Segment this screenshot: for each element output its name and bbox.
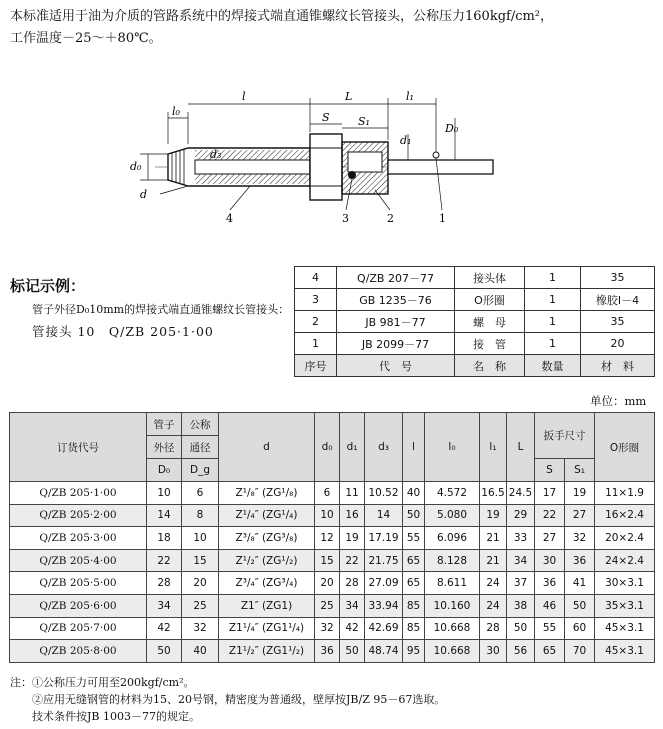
col-l0: l₀ xyxy=(425,413,480,482)
notes xyxy=(10,674,445,725)
marking-title: 标记示例： xyxy=(10,277,86,295)
table-cell: 10 xyxy=(315,504,340,527)
table-cell: Z¹/₂″ (ZG¹/₂) xyxy=(219,549,315,572)
table-cell: Z1″ (ZG1) xyxy=(219,594,315,617)
parts-cell: 接头体 xyxy=(455,267,525,289)
note-1: 注：①公称压力可用至200kgf/cm²。 xyxy=(10,676,195,689)
table-cell: 45×3.1 xyxy=(595,640,655,663)
table-cell: 32 xyxy=(182,617,219,640)
table-cell: 55 xyxy=(535,617,565,640)
table-cell: 38 xyxy=(507,594,535,617)
table-cell: 8 xyxy=(182,504,219,527)
table-cell: 24 xyxy=(480,572,507,595)
col-Dg-b: 通径 xyxy=(182,436,219,459)
table-cell: 85 xyxy=(403,617,425,640)
table-cell: 20×2.4 xyxy=(595,527,655,550)
table-cell: 5.080 xyxy=(425,504,480,527)
col-D0-c: D₀ xyxy=(147,459,182,482)
table-cell: 30×3.1 xyxy=(595,572,655,595)
note-3: 技术条件按JB 1003－77的规定。 xyxy=(32,710,200,723)
parts-cell: 1 xyxy=(525,289,581,311)
col-l1: l₁ xyxy=(480,413,507,482)
parts-cell: 1 xyxy=(295,333,337,355)
parts-row xyxy=(295,311,655,333)
parts-cell: JB 2099－77 xyxy=(337,333,455,355)
callout-2: 2 xyxy=(387,212,394,225)
marking-example: 管接头 10 Q/ZB 205·1·00 xyxy=(32,324,214,339)
parts-cell: 3 xyxy=(295,289,337,311)
parts-row xyxy=(295,333,655,355)
table-cell: 12 xyxy=(315,527,340,550)
table-cell: 50 xyxy=(403,504,425,527)
table-cell: 10.160 xyxy=(425,594,480,617)
table-cell: 28 xyxy=(340,572,365,595)
table-cell: 48.74 xyxy=(365,640,403,663)
parts-header-row xyxy=(295,355,655,377)
table-cell: 29 xyxy=(507,504,535,527)
table-cell: 25 xyxy=(182,594,219,617)
table-cell: 19 xyxy=(340,527,365,550)
intro-text xyxy=(10,6,655,50)
table-row xyxy=(10,549,655,572)
table-cell: 10.668 xyxy=(425,617,480,640)
parts-cell: 橡胶I－4 xyxy=(581,289,655,311)
parts-cell: 2 xyxy=(295,311,337,333)
table-cell: 18 xyxy=(147,527,182,550)
table-cell: Z¹/₄″ (ZG¹/₄) xyxy=(219,504,315,527)
marking-desc: 管子外径D₀10mm的焊接式端直通锥螺纹长管接头： xyxy=(32,303,290,316)
table-cell: 35×3.1 xyxy=(595,594,655,617)
table-cell: 33.94 xyxy=(365,594,403,617)
table-cell: 32 xyxy=(565,527,595,550)
table-cell: 21 xyxy=(480,549,507,572)
oring-part-3 xyxy=(348,171,356,179)
table-row xyxy=(10,504,655,527)
table-cell: 15 xyxy=(182,549,219,572)
dim-d0: d₀ xyxy=(130,160,142,173)
table-cell: 20 xyxy=(315,572,340,595)
table-cell: 10.668 xyxy=(425,640,480,663)
parts-row xyxy=(295,267,655,289)
table-cell: 19 xyxy=(480,504,507,527)
parts-row xyxy=(295,289,655,311)
table-cell: 55 xyxy=(403,527,425,550)
table-cell: Z¹/₈″ (ZG¹/₈) xyxy=(219,482,315,505)
table-cell: 16 xyxy=(340,504,365,527)
table-cell: 56 xyxy=(507,640,535,663)
table-cell: 40 xyxy=(403,482,425,505)
table-row xyxy=(10,594,655,617)
table-cell: 24.5 xyxy=(507,482,535,505)
col-d3: d₃ xyxy=(365,413,403,482)
table-cell: 8.128 xyxy=(425,549,480,572)
callout-1: 1 xyxy=(439,212,446,225)
parts-cell: GB 1235－76 xyxy=(337,289,455,311)
dim-S: S xyxy=(322,111,330,124)
unit-label: 单位：mm xyxy=(590,394,647,408)
table-cell: 34 xyxy=(147,594,182,617)
intro-line-2: 工作温度－25～＋80℃。 xyxy=(10,31,162,46)
table-cell: 6 xyxy=(315,482,340,505)
dim-l: l xyxy=(242,90,246,103)
table-cell: 50 xyxy=(340,640,365,663)
table-cell: 70 xyxy=(565,640,595,663)
col-oring: O形圈 xyxy=(595,413,655,482)
col-code: 订货代号 xyxy=(10,413,147,482)
hex-s xyxy=(310,134,342,200)
table-cell: 30 xyxy=(480,640,507,663)
table-cell: Q/ZB 205·7·00 xyxy=(10,617,147,640)
table-cell: 85 xyxy=(403,594,425,617)
table-cell: 24×2.4 xyxy=(595,549,655,572)
table-cell: 36 xyxy=(315,640,340,663)
table-cell: 11 xyxy=(340,482,365,505)
col-l: l xyxy=(403,413,425,482)
table-cell: 6 xyxy=(182,482,219,505)
table-cell: 41 xyxy=(565,572,595,595)
callout-4: 4 xyxy=(226,212,233,225)
table-cell: 17.19 xyxy=(365,527,403,550)
table-cell: 50 xyxy=(507,617,535,640)
table-row xyxy=(10,617,655,640)
table-cell: Q/ZB 205·4·00 xyxy=(10,549,147,572)
table-cell: 27 xyxy=(565,504,595,527)
table-cell: 19 xyxy=(565,482,595,505)
table-cell: 22 xyxy=(535,504,565,527)
table-row xyxy=(10,482,655,505)
table-cell: 45×3.1 xyxy=(595,617,655,640)
parts-cell: 螺 母 xyxy=(455,311,525,333)
table-cell: Z³/₈″ (ZG³/₈) xyxy=(219,527,315,550)
table-cell: 10.52 xyxy=(365,482,403,505)
dimension-table xyxy=(9,412,655,663)
tube-part-1 xyxy=(388,160,493,174)
table-cell: 42 xyxy=(147,617,182,640)
parts-cell: 20 xyxy=(581,333,655,355)
table-cell: 30 xyxy=(535,549,565,572)
dim-d3: d₃ xyxy=(210,148,222,161)
table-cell: Z³/₄″ (ZG³/₄) xyxy=(219,572,315,595)
table-cell: 95 xyxy=(403,640,425,663)
table-cell: 27 xyxy=(535,527,565,550)
col-Dg-a: 公称 xyxy=(182,413,219,436)
dim-l0: l₀ xyxy=(172,105,180,118)
col-D0-b: 外径 xyxy=(147,436,182,459)
table-cell: 60 xyxy=(565,617,595,640)
dim-S1: S₁ xyxy=(358,115,370,128)
table-cell: Q/ZB 205·5·00 xyxy=(10,572,147,595)
parts-header-cell: 数量 xyxy=(525,355,581,377)
parts-header-cell: 名 称 xyxy=(455,355,525,377)
col-S1: S₁ xyxy=(565,459,595,482)
dim-L: L xyxy=(345,90,353,103)
table-cell: 37 xyxy=(507,572,535,595)
table-cell: 22 xyxy=(147,549,182,572)
table-cell: 21.75 xyxy=(365,549,403,572)
table-cell: 46 xyxy=(535,594,565,617)
table-row xyxy=(10,640,655,663)
table-cell: 50 xyxy=(565,594,595,617)
dim-l1: l₁ xyxy=(406,90,414,103)
table-cell: 10 xyxy=(147,482,182,505)
table-cell: 42 xyxy=(340,617,365,640)
callout-3: 3 xyxy=(342,212,349,225)
parts-header-cell: 材 料 xyxy=(581,355,655,377)
table-cell: 11×1.9 xyxy=(595,482,655,505)
table-cell: Z1¹/₂″ (ZG1¹/₂) xyxy=(219,640,315,663)
table-cell: 65 xyxy=(535,640,565,663)
col-S: S xyxy=(535,459,565,482)
table-cell: 16×2.4 xyxy=(595,504,655,527)
intro-line-1: 本标准适用于油为介质的管路系统中的焊接式端直通锥螺纹长管接头，公称压力160kgf/cm²， xyxy=(10,9,554,24)
table-cell: 34 xyxy=(507,549,535,572)
table-cell: 50 xyxy=(147,640,182,663)
table-cell: 15 xyxy=(315,549,340,572)
parts-cell: 35 xyxy=(581,267,655,289)
parts-cell: 1 xyxy=(525,311,581,333)
col-d0: d₀ xyxy=(315,413,340,482)
table-cell: 42.69 xyxy=(365,617,403,640)
parts-cell: 1 xyxy=(525,333,581,355)
parts-cell: 接 管 xyxy=(455,333,525,355)
table-cell: 36 xyxy=(565,549,595,572)
table-cell: 28 xyxy=(147,572,182,595)
table-cell: 17 xyxy=(535,482,565,505)
table-cell: Q/ZB 205·6·00 xyxy=(10,594,147,617)
table-cell: 8.611 xyxy=(425,572,480,595)
table-cell: Q/ZB 205·3·00 xyxy=(10,527,147,550)
table-cell: 36 xyxy=(535,572,565,595)
table-cell: 25 xyxy=(315,594,340,617)
parts-header-cell: 代 号 xyxy=(337,355,455,377)
col-wrench: 扳手尺寸 xyxy=(535,413,595,459)
table-cell: 14 xyxy=(147,504,182,527)
table-cell: 4.572 xyxy=(425,482,480,505)
table-cell: Q/ZB 205·1·00 xyxy=(10,482,147,505)
parts-header-cell: 序号 xyxy=(295,355,337,377)
table-cell: 33 xyxy=(507,527,535,550)
table-cell: 65 xyxy=(403,572,425,595)
table-cell: 27.09 xyxy=(365,572,403,595)
table-cell: 10 xyxy=(182,527,219,550)
col-d1: d₁ xyxy=(340,413,365,482)
col-D0-a: 管子 xyxy=(147,413,182,436)
table-cell: 16.5 xyxy=(480,482,507,505)
table-cell: Z1¹/₄″ (ZG1¹/₄) xyxy=(219,617,315,640)
table-cell: 32 xyxy=(315,617,340,640)
parts-cell: JB 981－77 xyxy=(337,311,455,333)
parts-table xyxy=(294,266,655,377)
table-cell: 20 xyxy=(182,572,219,595)
col-Dg-c: D_g xyxy=(182,459,219,482)
col-d: d xyxy=(219,413,315,482)
parts-cell: O形圈 xyxy=(455,289,525,311)
table-cell: 40 xyxy=(182,640,219,663)
table-cell: 14 xyxy=(365,504,403,527)
table-row xyxy=(10,572,655,595)
dim-d: d xyxy=(140,188,148,201)
parts-cell: 1 xyxy=(525,267,581,289)
note-2: ②应用无缝钢管的材料为15、20号钢，精密度为普通级，壁厚按JB/Z 95－67选取。 xyxy=(32,693,446,706)
fitting-drawing xyxy=(100,82,520,232)
table-cell: 22 xyxy=(340,549,365,572)
table-cell: Q/ZB 205·2·00 xyxy=(10,504,147,527)
table-cell: 28 xyxy=(480,617,507,640)
table-cell: 24 xyxy=(480,594,507,617)
parts-cell: 35 xyxy=(581,311,655,333)
col-L: L xyxy=(507,413,535,482)
table-cell: Q/ZB 205·8·00 xyxy=(10,640,147,663)
table-cell: 21 xyxy=(480,527,507,550)
table-cell: 65 xyxy=(403,549,425,572)
table-cell: 34 xyxy=(340,594,365,617)
parts-cell: 4 xyxy=(295,267,337,289)
dim-d1: d₁ xyxy=(400,134,412,147)
table-row xyxy=(10,527,655,550)
table-cell: 6.096 xyxy=(425,527,480,550)
dim-D0: D₀ xyxy=(445,122,459,135)
parts-cell: Q/ZB 207－77 xyxy=(337,267,455,289)
